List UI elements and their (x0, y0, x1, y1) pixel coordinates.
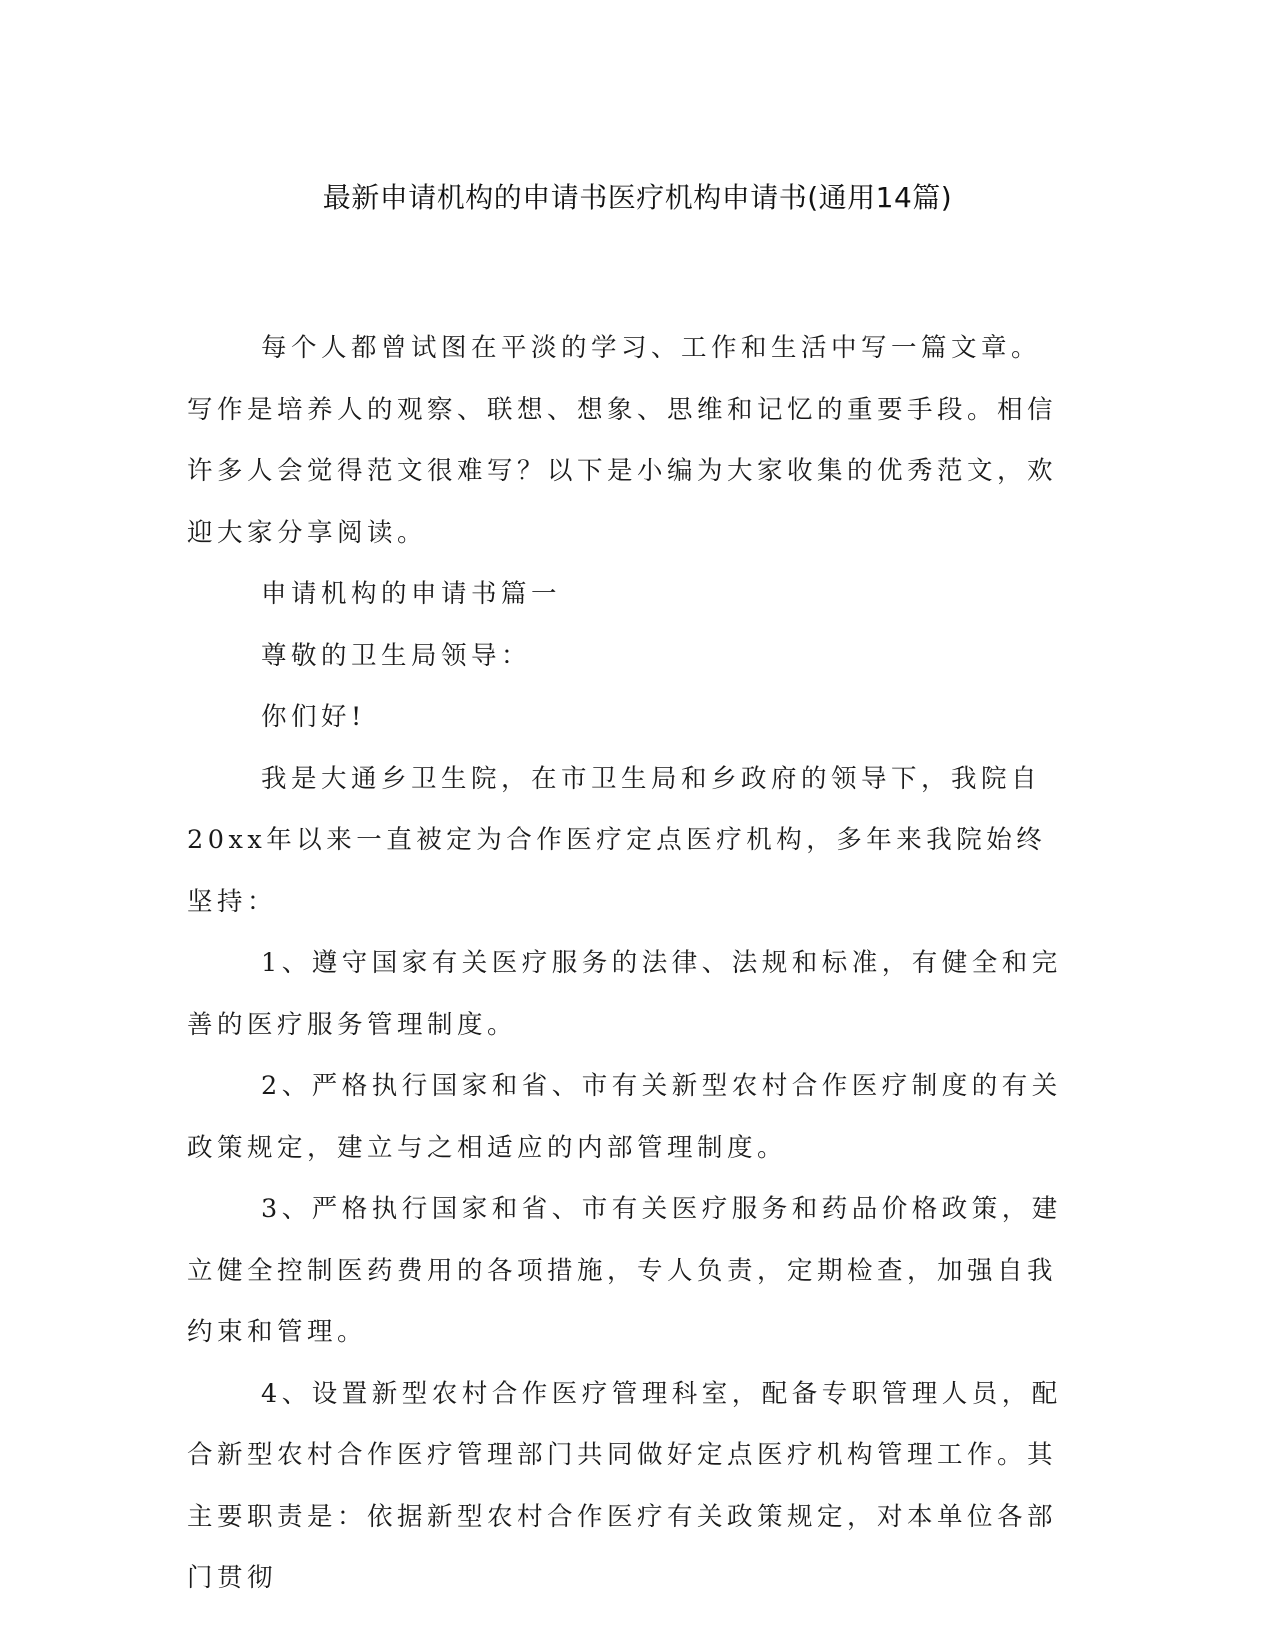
greeting: 你们好! (261, 702, 366, 732)
document-title: 最新申请机构的申请书医疗机构申请书(通用14篇) (322, 181, 953, 214)
list-item-1: 1、遵守国家有关医疗服务的法律、法规和标准，有健全和完善的医疗服务管理制度。 (187, 948, 1062, 1040)
list-item-4: 4、设置新型农村合作医疗管理科室，配备专职管理人员，配合新型农村合作医疗管理部门共同做好定点医疗机构管理工作。其主要职责是：依据新型农村合作医疗有关政策规定，对本单位各部门贯彻 (187, 1378, 1062, 1593)
intro-paragraph: 每个人都曾试图在平淡的学习、工作和生活中写一篇文章。写作是培养人的观察、联想、想象、思维和记忆的重要手段。相信许多人会觉得范文很难写？以下是小编为大家收集的优秀范文，欢迎大家分享阅读。 (187, 333, 1058, 548)
salutation: 尊敬的卫生局领导： (261, 640, 532, 671)
list-item-2: 2、严格执行国家和省、市有关新型农村合作医疗制度的有关政策规定，建立与之相适应的内部管理制度。 (187, 1071, 1062, 1163)
document-body (187, 318, 1067, 1610)
list-item-3: 3、严格执行国家和省、市有关医疗服务和药品价格政策，建立健全控制医药费用的各项措施，专人负责，定期检查，加强自我约束和管理。 (187, 1194, 1062, 1347)
body-paragraph: 我是大通乡卫生院，在市卫生局和乡政府的领导下，我院自20xx年以来一直被定为合作医疗定点医疗机构，多年来我院始终坚持： (187, 763, 1047, 917)
section-heading: 申请机构的申请书篇一 (261, 579, 562, 609)
